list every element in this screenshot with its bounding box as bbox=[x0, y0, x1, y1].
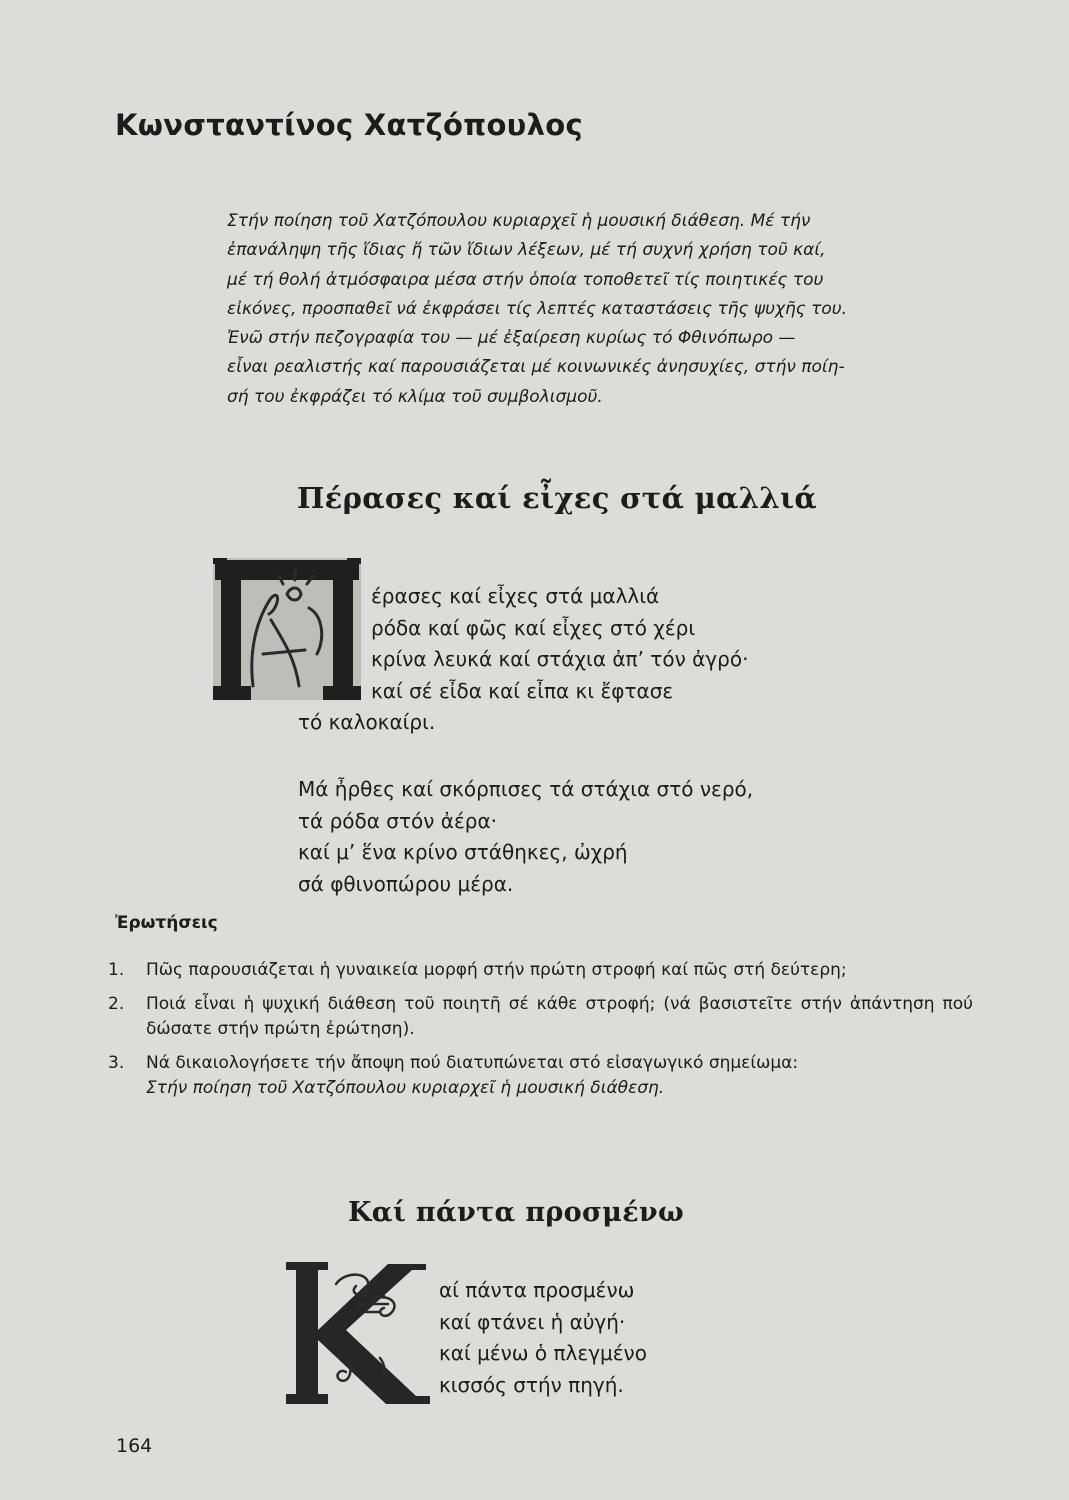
verse-line: καί σέ εἶδα καί εἶπα κι ἔφτασε bbox=[371, 678, 674, 703]
intro-line: σή του ἐκφράζει τό κλίμα τοῦ συμβολισμοῦ. bbox=[227, 386, 603, 407]
question-text: Ποιά εἶναι ἡ ψυχική διάθεση τοῦ ποιητῆ σέ κάθε στροφή; (νά βασιστεῖτε στήν ἀπάντηση πού δώσατε στήν πρώτη ἐρώτηση). bbox=[146, 993, 973, 1039]
question-body bbox=[146, 1051, 973, 1102]
question-quote: Στήν ποίηση τοῦ Χατζόπουλου κυριαρχεῖ ἡ μουσική διάθεση. bbox=[146, 1078, 665, 1098]
question-text: Νά δικαιολογήσετε τήν ἄποψη πού διατυπώνεται στό εἰσαγωγικό σημείωμα: bbox=[146, 1052, 799, 1073]
dropcap-pi-illustration bbox=[213, 558, 361, 700]
dropcap-kappa-illustration bbox=[276, 1260, 438, 1406]
intro-line: εἶναι ρεαλιστής καί παρουσιάζεται μέ κοινωνικές ἀνησυχίες, στήν ποίη- bbox=[227, 357, 845, 378]
question-number: 2. bbox=[108, 993, 125, 1014]
verse-line: καί μένω ὁ πλεγμένο bbox=[439, 1341, 647, 1365]
question-number: 3. bbox=[108, 1052, 125, 1073]
verse-line: καί φτάνει ἡ αὐγή· bbox=[439, 1309, 626, 1334]
verse-line: τά ρόδα στόν ἀέρα· bbox=[298, 808, 498, 833]
intro-line: Ἐνῶ στήν πεζογραφία του — μέ ἐξαίρεση κυρίως τό Φθινόπωρο — bbox=[227, 328, 796, 349]
questions-list bbox=[108, 958, 973, 1110]
intro-line: εἰκόνες, προσπαθεῖ νά ἐκφράσει τίς λεπτές καταστάσεις τῆς ψυχῆς του. bbox=[227, 298, 848, 319]
question-item bbox=[108, 958, 973, 984]
author-heading: Κωνσταντίνος Χατζόπουλος bbox=[115, 108, 583, 142]
intro-line: Στήν ποίηση τοῦ Χατζόπουλου κυριαρχεῖ ἡ μουσική διάθεση. Μέ τήν bbox=[227, 211, 811, 231]
question-text: Πῶς παρουσιάζεται ἡ γυναικεία μορφή στήν πρώτη στροφή καί πῶς στή δεύτερη; bbox=[146, 960, 847, 980]
question-number: 1. bbox=[108, 960, 125, 980]
verse-line: Μά ἦρθες καί σκόρπισες τά στάχια στό νερό, bbox=[298, 777, 754, 801]
verse-line: καί μ’ ἕνα κρίνο στάθηκες, ὠχρή bbox=[298, 840, 628, 864]
verse-line: κρίνα λευκά καί στάχια ἀπ’ τόν ἀγρό· bbox=[371, 647, 749, 671]
poem2-verses bbox=[439, 1275, 647, 1401]
verse-line: αί πάντα προσμένω bbox=[439, 1278, 635, 1302]
verse-line: ρόδα καί φῶς καί εἶχες στό χέρι bbox=[371, 615, 696, 640]
verse-line: τό καλοκαίρι. bbox=[298, 710, 436, 734]
question-item bbox=[108, 1051, 973, 1102]
verse-line: έρασες καί εἶχες στά μαλλιά bbox=[371, 584, 660, 608]
page-number: 164 bbox=[116, 1435, 153, 1457]
intro-line: μέ τή θολή ἀτμόσφαιρα μέσα στήν ὁποία τοποθετεῖ τίς ποιητικές του bbox=[227, 269, 824, 290]
poem1-title: Πέρασες καί εἶχες στά μαλλιά bbox=[297, 481, 817, 515]
verse-line: κισσός στήν πηγή. bbox=[439, 1372, 624, 1397]
verse-line: σά φθινοπώρου μέρα. bbox=[298, 871, 514, 896]
poem1-stanza2 bbox=[298, 774, 753, 900]
questions-heading: Ἐρωτήσεις bbox=[115, 913, 218, 933]
question-item bbox=[108, 992, 973, 1043]
intro-paragraph bbox=[227, 207, 972, 412]
poem1-stanza1-last bbox=[298, 707, 435, 739]
intro-line: ἐπανάληψη τῆς ἴδιας ἤ τῶν ἴδιων λέξεων, μέ τή συχνή χρήση τοῦ καί, bbox=[227, 240, 826, 261]
poem1-stanza1 bbox=[371, 581, 748, 707]
poem2-title: Καί πάντα προσμένω bbox=[348, 1197, 684, 1228]
